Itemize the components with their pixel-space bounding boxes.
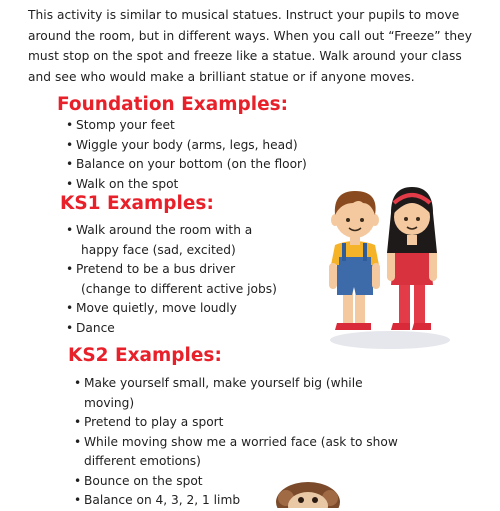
list-item: • Dance (66, 319, 277, 339)
list-item: • Stomp your feet (66, 116, 307, 136)
ks2-heading: KS2 Examples: (68, 345, 222, 366)
list-item: • Pretend to play a sport (74, 413, 398, 433)
ks1-list (66, 221, 277, 338)
list-item: • Make yourself small, make yourself big (while (74, 374, 398, 394)
ks1-heading: KS1 Examples: (60, 193, 214, 214)
list-item: • Walk on the spot (66, 175, 307, 195)
monkey-illustration (268, 478, 348, 508)
ks2-list (74, 374, 398, 511)
list-item: • While moving show me a worried face (ask to show (74, 433, 398, 453)
list-item: moving) (84, 395, 135, 410)
list-item: • Wiggle your body (arms, legs, head) (66, 136, 307, 156)
list-item: happy face (sad, excited) (81, 242, 236, 257)
foundation-heading: Foundation Examples: (57, 94, 289, 115)
list-item: • Pretend to be a bus driver (66, 260, 277, 280)
list-item: (change to different active jobs) (81, 281, 277, 296)
list-item: • Balance on your bottom (on the floor) (66, 155, 307, 175)
list-item: • Walk around the room with a (66, 221, 277, 241)
list-item: different emotions) (84, 454, 201, 468)
list-item: • Balance on 4, 3, 2, 1 limb (74, 491, 398, 511)
foundation-list (66, 116, 307, 194)
two-children-illustration (325, 183, 455, 353)
list-item: • Move quietly, move loudly (66, 299, 277, 319)
intro-paragraph: This activity is similar to musical statues. Instruct your pupils to move around the room, but in different ways. When you call out “Freeze” they must stop on the spot and freeze like a statue. Walk around your class and see who would make a brilliant statue or if anyone moves. (28, 8, 472, 84)
list-item: • Bounce on the spot (74, 472, 398, 492)
